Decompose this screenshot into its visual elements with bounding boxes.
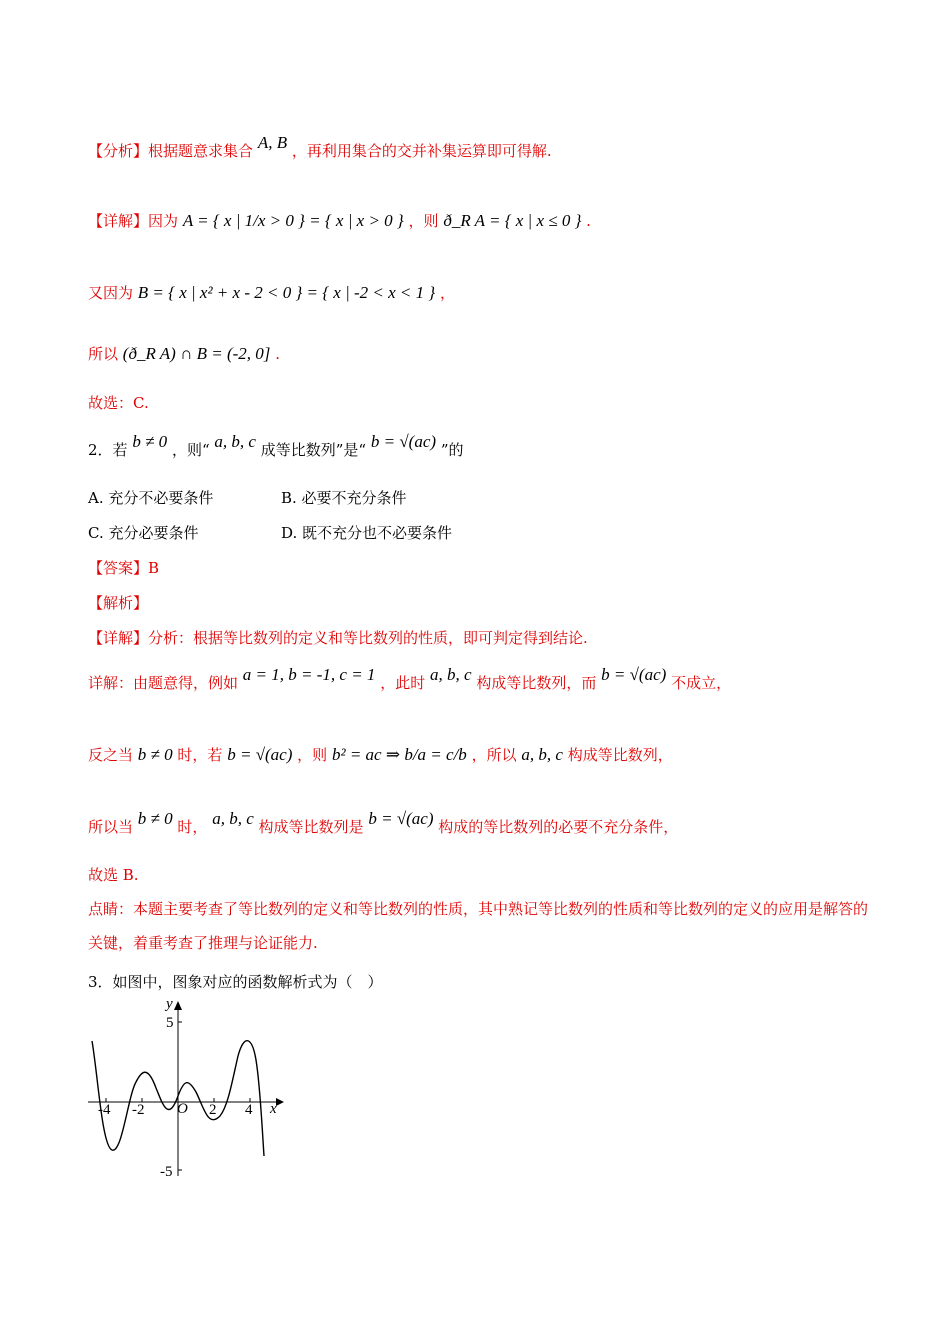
x-label-2: 2 — [209, 1102, 217, 1118]
q2d2-math-sqrt: b = √(ac) — [227, 745, 293, 764]
q2d3-math-abc: a, b, c — [212, 809, 254, 828]
q2d1-math-values: a = 1, b = -1, c = 1 — [242, 665, 376, 684]
sets-ab-math: A, B — [257, 133, 288, 152]
x-label-neg2: -2 — [132, 1102, 145, 1118]
option-a: A. 充分不必要条件 — [88, 489, 214, 507]
analysis-text: 根据题意求集合 — [148, 142, 254, 160]
y-label-5: 5 — [166, 1015, 174, 1031]
comment-paragraph: 点睛：本题主要考查了等比数列的定义和等比数列的性质，其中熟记等比数列的性质和等比数列的定义的应用是解答的关键，着重考查了推理与论证能力. — [88, 900, 869, 952]
detail-line-2 — [88, 282, 455, 303]
x-label-4: 4 — [245, 1102, 253, 1118]
q2-detail-line-3 — [88, 809, 679, 837]
q2d1-text-2: 构成等比数列，而 — [476, 674, 597, 692]
q2d2-text-4: 构成等比数列， — [567, 746, 673, 764]
detail-line-1 — [88, 210, 591, 231]
q2-math-abc: a, b, c — [214, 432, 256, 451]
detail-label: 【详解】 — [88, 212, 149, 230]
set-b-math: B = { x | x² + x - 2 < 0 } = { x | -2 < x < 1 } — [137, 283, 436, 302]
option-c: C. 充分必要条件 — [88, 524, 199, 542]
q2d3-math-bneq0: b ≠ 0 — [137, 809, 173, 828]
choose-c: 故选：C. — [88, 394, 149, 412]
q2d2-text: 反之当 — [88, 746, 134, 764]
y-label-neg5: -5 — [160, 1164, 173, 1180]
detail-line-3 — [88, 343, 280, 364]
analysis-text-end: ，再利用集合的交并补集运算即可得解. — [291, 142, 552, 160]
y-axis-label: y — [166, 996, 173, 1012]
q2d1-text-3: 不成立， — [671, 674, 732, 692]
q2d3-text-3: 构成的等比数列的必要不充分条件， — [438, 818, 679, 836]
analysis-label: 【分析】 — [88, 142, 149, 160]
answer-label: 【答案】B — [88, 559, 160, 577]
q2d3-text-1: 时， — [177, 818, 208, 836]
x-axis-label: x — [270, 1101, 277, 1117]
x-label-neg4: -4 — [98, 1102, 111, 1118]
q2-text-2: 成等比数列”是“ — [260, 441, 367, 459]
detail-text: 因为 — [148, 212, 179, 230]
detail-text-mid: ，则 — [408, 212, 439, 230]
q2d2-text-3: ，所以 — [471, 746, 517, 764]
q2d3-text: 所以当 — [88, 818, 134, 836]
detail2-end: ， — [439, 284, 455, 302]
x-axis-arrow — [276, 1098, 284, 1106]
detail3-end: . — [275, 345, 280, 363]
q2d2-text-1: 时，若 — [177, 746, 223, 764]
option-d: D. 既不充分也不必要条件 — [281, 524, 453, 542]
origin-label: O — [177, 1101, 188, 1117]
detail-text-end: . — [586, 212, 591, 230]
choose-b: 故选 B. — [88, 866, 139, 884]
intersection-math: (ð_R A) ∩ B = (-2, 0] — [122, 344, 271, 363]
q2d1-text: 详解：由题意得，例如 — [88, 674, 239, 692]
q2-math-sqrt: b = √(ac) — [370, 432, 437, 451]
q2-detail-analysis: 【详解】分析：根据等比数列的定义和等比数列的性质，即可判定得到结论. — [88, 629, 588, 647]
q2d3-math-sqrt: b = √(ac) — [368, 809, 434, 828]
q2d1-math-sqrt: b = √(ac) — [601, 665, 667, 684]
q2d2-text-2: ，则 — [297, 746, 328, 764]
q2-text-3: ”的 — [440, 441, 464, 459]
q2d2-math-abc: a, b, c — [521, 745, 563, 764]
question-2 — [88, 432, 464, 460]
function-graph — [86, 996, 286, 1186]
analysis-heading: 【解析】 — [88, 594, 149, 612]
question-3: 3．如图中，图象对应的函数解析式为（ ） — [88, 973, 383, 991]
q2-text-1: ，则“ — [171, 441, 210, 459]
complement-a-math: ð_R A = { x | x ≤ 0 } — [443, 211, 582, 230]
detail3-text: 所以 — [88, 345, 119, 363]
y-axis-arrow — [174, 1001, 182, 1010]
q2-math-bneq0: b ≠ 0 — [132, 432, 168, 451]
q2d1-text-1: ，此时 — [380, 674, 426, 692]
q2-detail-line-1 — [88, 665, 732, 693]
q2-detail-line-2 — [88, 744, 673, 765]
analysis-line — [88, 133, 552, 161]
detail2-text: 又因为 — [88, 284, 134, 302]
q2d1-math-abc: a, b, c — [430, 665, 472, 684]
q2-number: 2．若 — [88, 441, 128, 459]
set-a-math: A = { x | 1/x > 0 } = { x | x > 0 } — [182, 211, 404, 230]
q2d3-text-2: 构成等比数列是 — [258, 818, 364, 836]
q2d2-math-bneq0: b ≠ 0 — [137, 745, 173, 764]
q2d2-math-implies: b² = ac ⇒ b/a = c/b — [331, 745, 467, 764]
option-b: B. 必要不充分条件 — [281, 489, 407, 507]
